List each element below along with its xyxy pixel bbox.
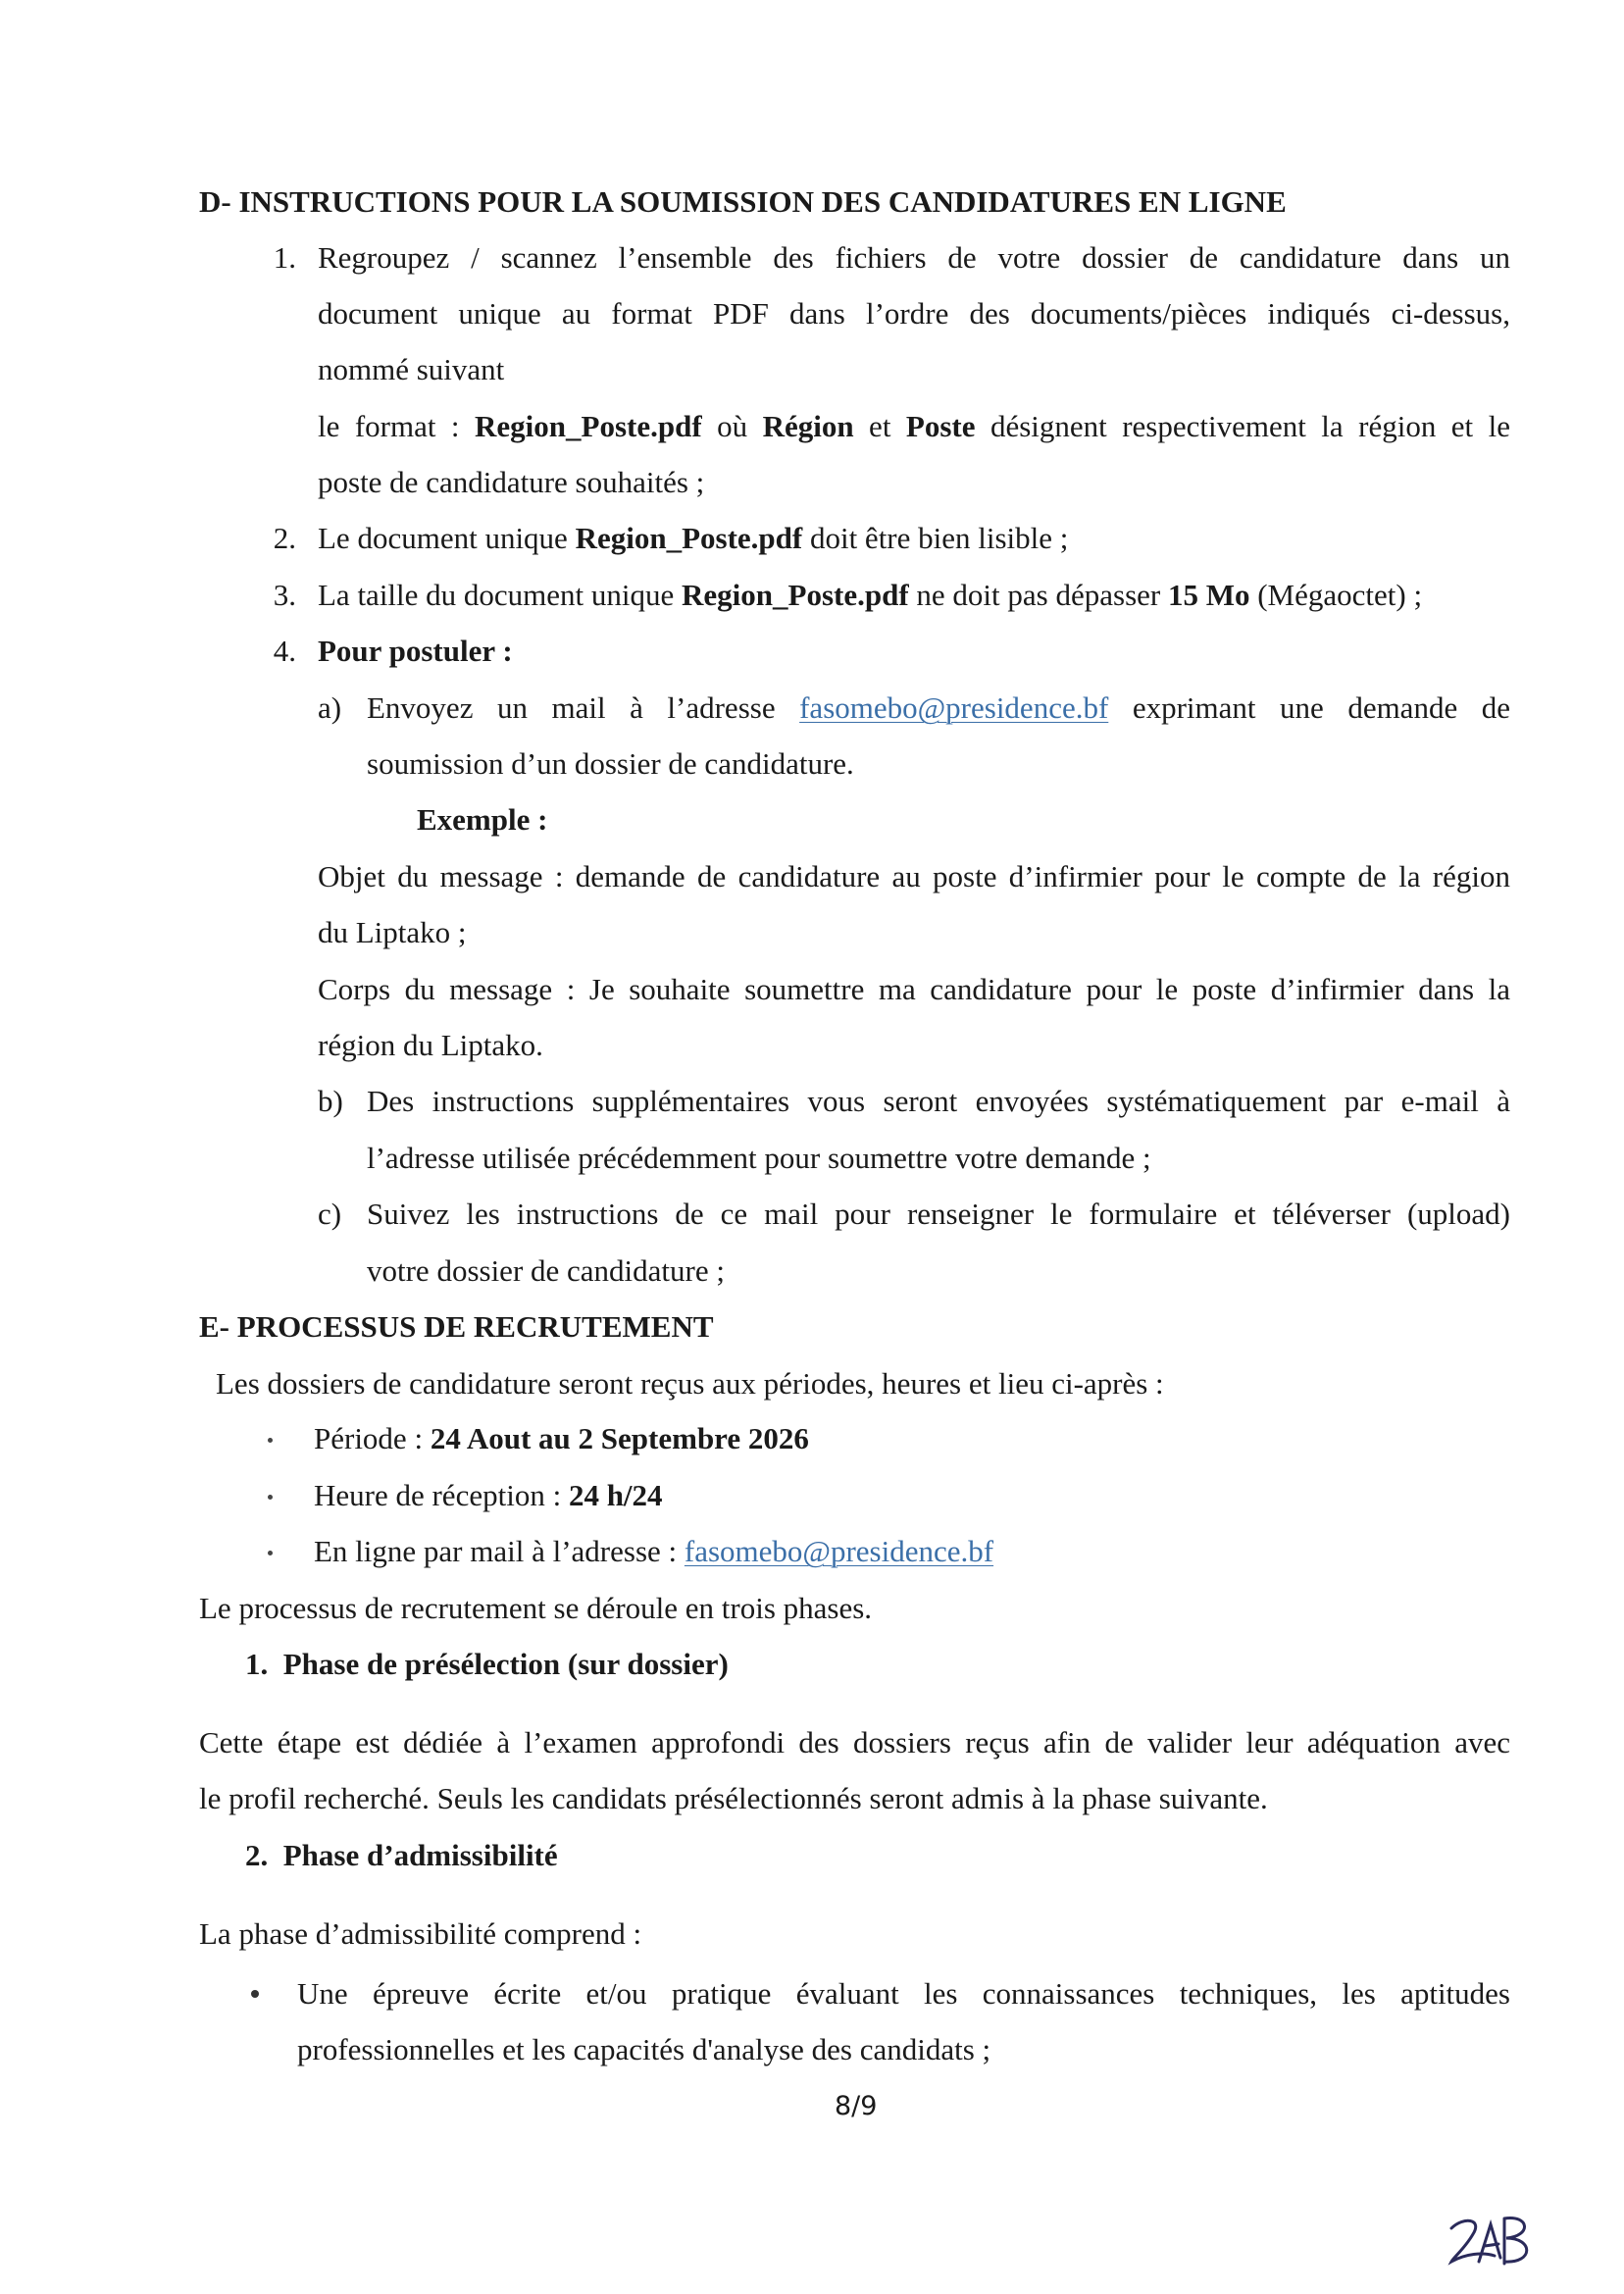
phase-2-bullet-line-1: Une épreuve écrite et/ou pratique évaluant les connaissances techniques, les aptitudes bbox=[297, 1976, 1510, 2011]
section-d-title: D- INSTRUCTIONS POUR LA SOUMISSION DES CANDIDATURES EN LIGNE bbox=[199, 184, 1287, 219]
bullet-marker bbox=[268, 1551, 273, 1555]
item-1-line-2: document unique au format PDF dans l’ordre des documents/pièces indiqués ci-dessus, bbox=[318, 296, 1510, 331]
item-4c-line-2: votre dossier de candidature ; bbox=[367, 1253, 725, 1288]
item-4b-line-1: Des instructions supplémentaires vous seront envoyées systématiquement par e-mail à bbox=[367, 1084, 1510, 1118]
example-line-4: région du Liptako. bbox=[318, 1028, 543, 1062]
initials-signature bbox=[1444, 2205, 1534, 2273]
bullet-marker bbox=[268, 1495, 273, 1500]
phase-1-line-1: Cette étape est dédiée à l’examen approfondi des dossiers reçus afin de valider leur adéquation avec bbox=[199, 1725, 1510, 1759]
item-1-line-1: Regroupez / scannez l’ensemble des fichiers de votre dossier de candidature dans un bbox=[318, 240, 1510, 275]
item-4a-line-2: soumission d’un dossier de candidature. bbox=[367, 746, 854, 781]
item-4a-letter: a) bbox=[318, 690, 342, 725]
bullet-marker bbox=[268, 1438, 273, 1443]
item-4-label: Pour postuler : bbox=[318, 634, 513, 668]
item-4c-letter: c) bbox=[318, 1197, 342, 1231]
item-1-line-4: le format : Region_Poste.pdf où Région et Poste désignent respectivement la région et le bbox=[318, 409, 1511, 443]
item-1-number: 1. bbox=[273, 240, 296, 275]
example-line-3: Corps du message : Je souhaite soumettre ma candidature pour le poste d’infirmier dans la bbox=[318, 972, 1510, 1006]
item-4b-letter: b) bbox=[318, 1084, 343, 1118]
page-number: 8/9 bbox=[835, 2091, 878, 2121]
phase-1-line-2: le profil recherché. Seuls les candidats présélectionnés seront admis à la phase suivante. bbox=[199, 1781, 1268, 1815]
bullet-heure: Heure de réception : 24 h/24 bbox=[314, 1478, 663, 1512]
example-label: Exemple : bbox=[417, 802, 548, 837]
section-e-intro: Les dossiers de candidature seront reçus aux périodes, heures et lieu ci-après : bbox=[216, 1366, 1164, 1401]
item-3-number: 3. bbox=[273, 578, 296, 612]
phase-2-bullet-line-2: professionnelles et les capacités d'analyse des candidats ; bbox=[297, 2032, 991, 2066]
item-4a-line-1: Envoyez un mail à l’adresse fasomebo@presidence.bf exprimant une demande de bbox=[367, 690, 1510, 725]
item-2-text: Le document unique Region_Poste.pdf doit être bien lisible ; bbox=[318, 521, 1069, 555]
email-link[interactable]: fasomebo@presidence.bf bbox=[799, 690, 1109, 725]
item-3-text: La taille du document unique Region_Poste.pdf ne doit pas dépasser 15 Mo (Mégaoctet) ; bbox=[318, 578, 1423, 612]
bullet-marker bbox=[251, 1990, 259, 1998]
item-4c-line-1: Suivez les instructions de ce mail pour renseigner le formulaire et téléverser (upload) bbox=[367, 1197, 1510, 1231]
process-text: Le processus de recrutement se déroule en trois phases. bbox=[199, 1591, 873, 1625]
item-1-line-5: poste de candidature souhaités ; bbox=[318, 465, 705, 499]
item-2-number: 2. bbox=[273, 521, 296, 555]
example-line-1: Objet du message : demande de candidature au poste d’infirmier pour le compte de la région bbox=[318, 859, 1510, 893]
phase-1-title: 1. Phase de présélection (sur dossier) bbox=[245, 1647, 729, 1681]
phase-2-intro: La phase d’admissibilité comprend : bbox=[199, 1916, 642, 1951]
item-4-number: 4. bbox=[273, 634, 296, 668]
item-4b-line-2: l’adresse utilisée précédemment pour soumettre votre demande ; bbox=[367, 1141, 1151, 1175]
bullet-en-ligne: En ligne par mail à l’adresse : fasomebo@presidence.bf bbox=[314, 1534, 994, 1568]
item-1-line-3: nommé suivant bbox=[318, 352, 505, 386]
section-e-title: E- PROCESSUS DE RECRUTEMENT bbox=[199, 1309, 714, 1344]
email-link[interactable]: fasomebo@presidence.bf bbox=[684, 1534, 994, 1568]
bullet-periode: Période : 24 Aout au 2 Septembre 2026 bbox=[314, 1421, 809, 1455]
phase-2-title: 2. Phase d’admissibilité bbox=[245, 1838, 558, 1872]
example-line-2: du Liptako ; bbox=[318, 915, 467, 949]
